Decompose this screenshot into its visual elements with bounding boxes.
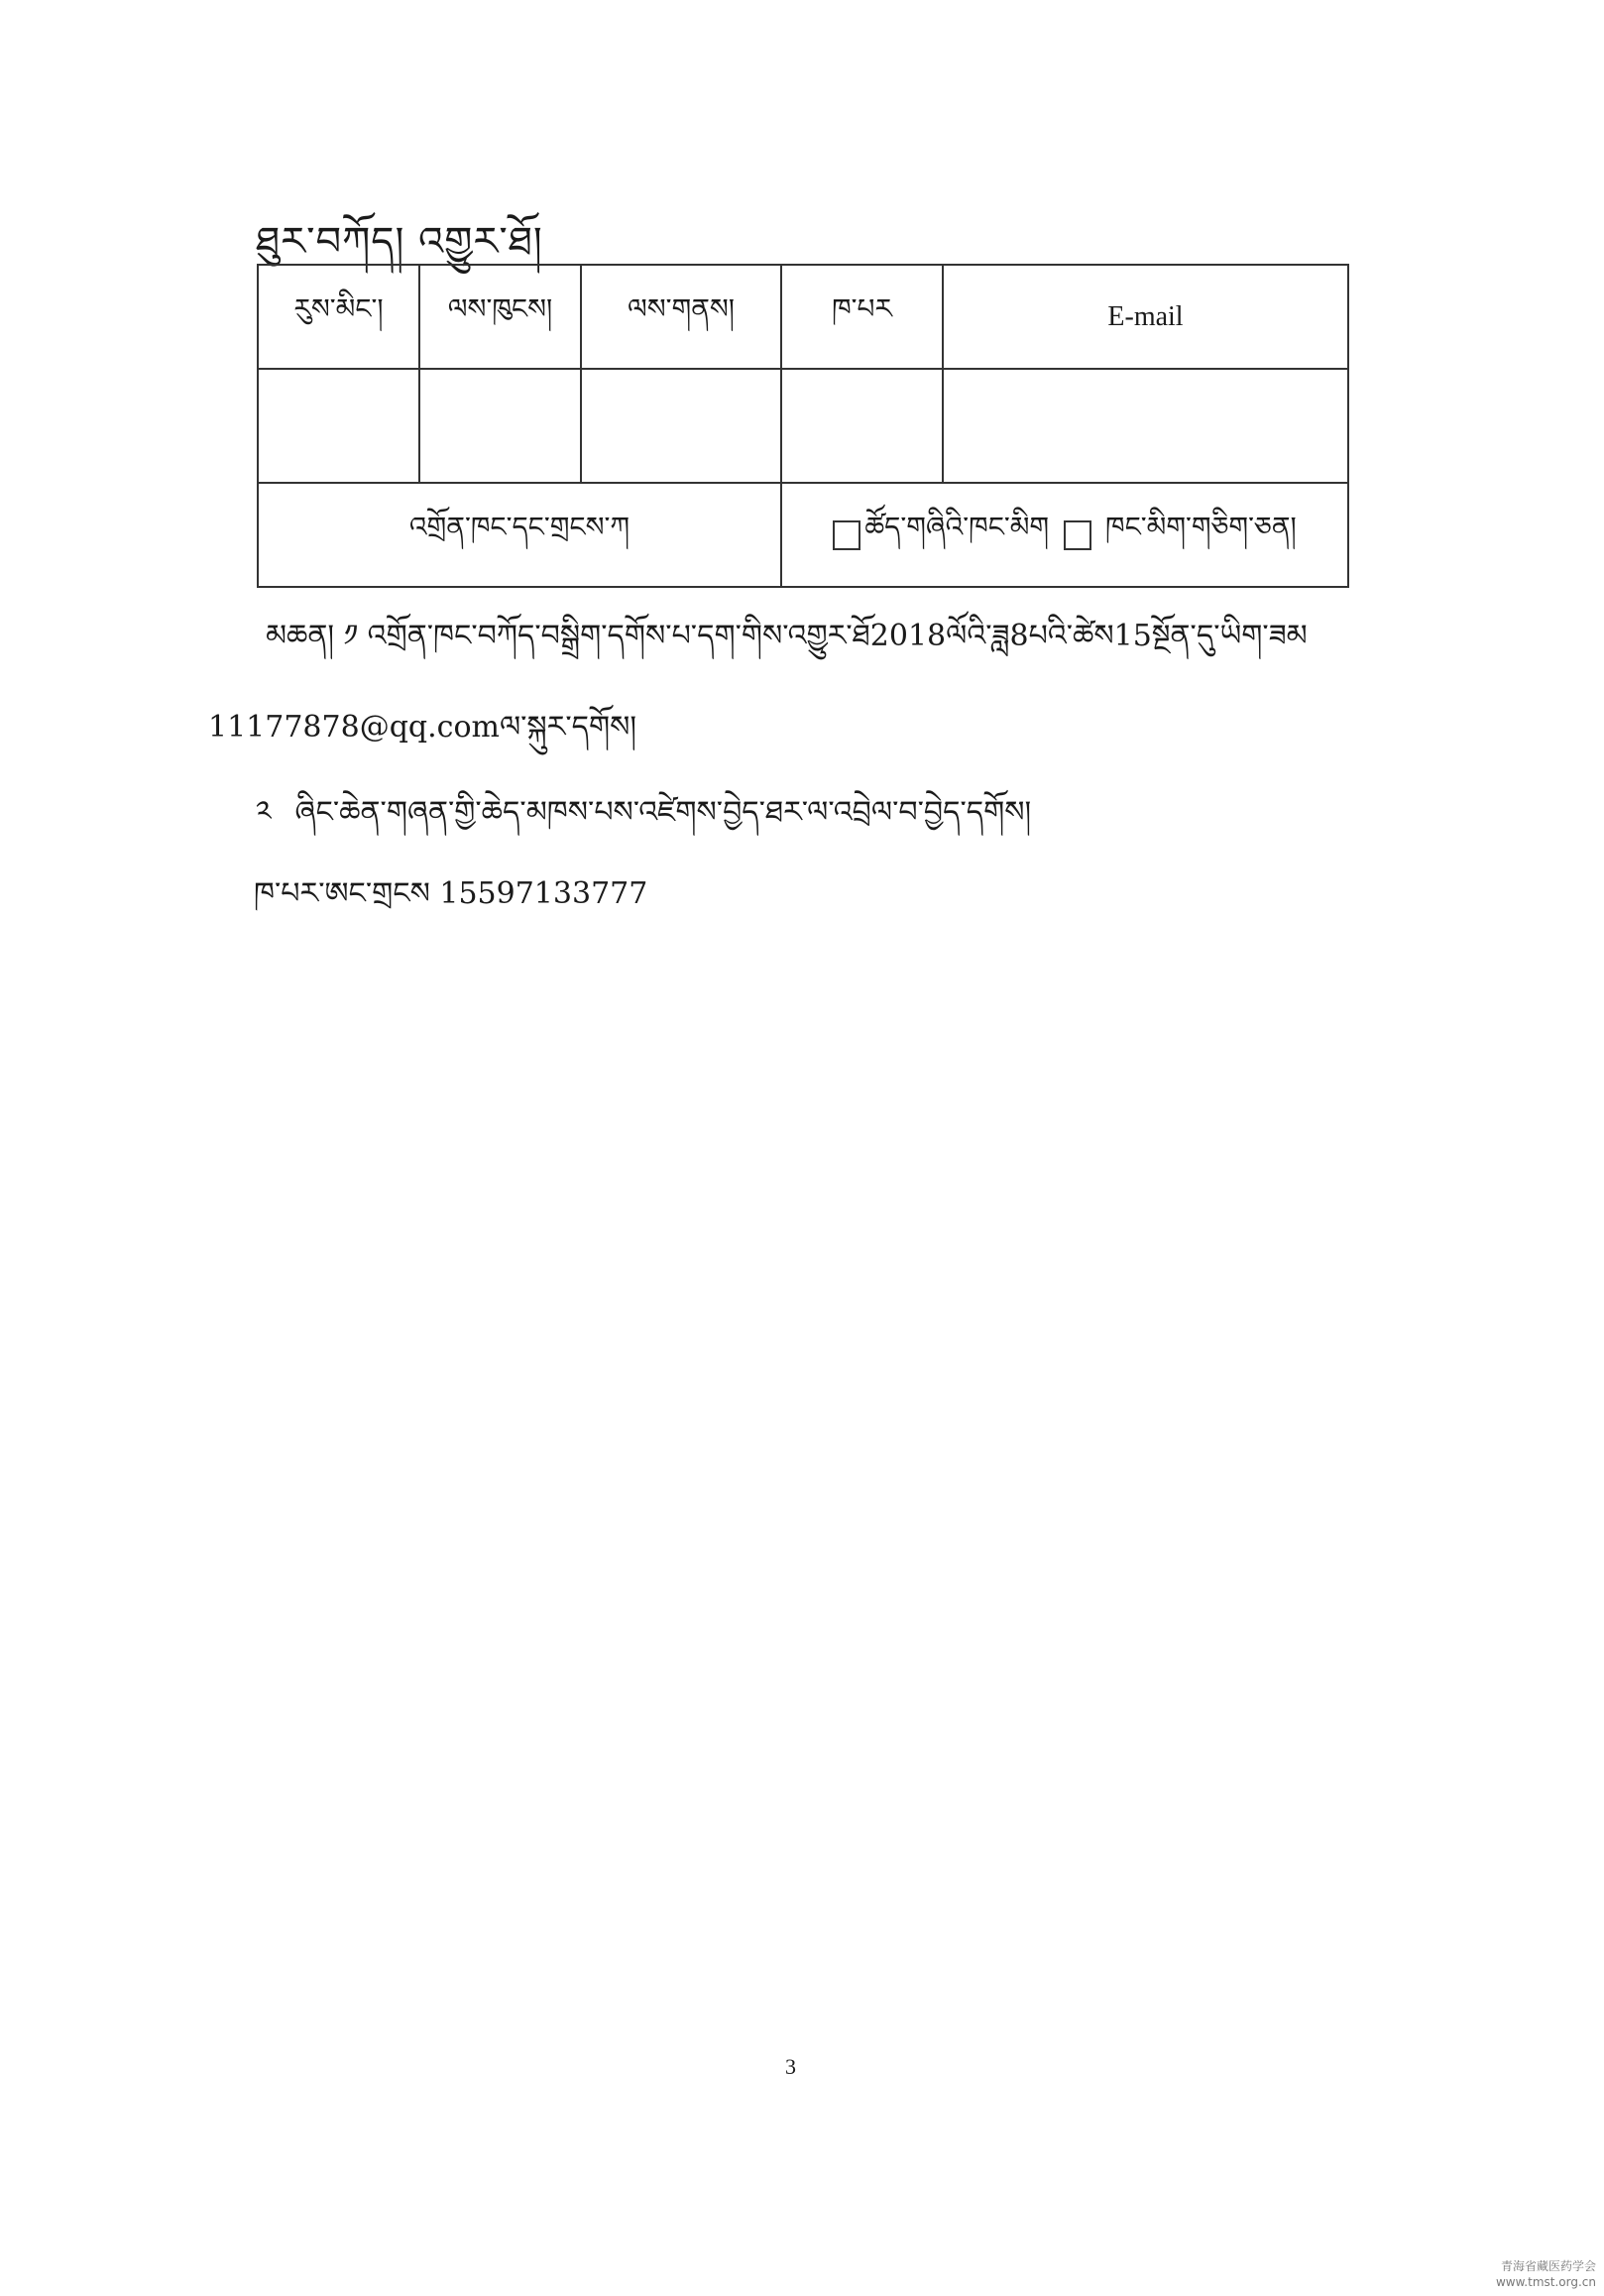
note-2 xyxy=(256,779,1031,862)
page-title: ཐུར་བཀོད། འགྱུར་ཐོ། xyxy=(256,219,543,265)
cell-position[interactable] xyxy=(581,369,781,483)
header-name: རུས་མིང་། xyxy=(258,265,419,369)
watermark-org: 青海省藏医药学会 xyxy=(1500,2259,1596,2273)
cell-phone[interactable] xyxy=(781,369,943,483)
cell-work-unit[interactable] xyxy=(419,369,581,483)
note-1-continuation: 11177878@qq.comལ་སྐུར་དགོས། xyxy=(208,710,637,745)
table-header-row xyxy=(258,265,1348,369)
option-2-checkbox[interactable] xyxy=(1064,520,1091,550)
table-row xyxy=(258,369,1348,483)
option-2-label: ཁང་མིག་གཅིག་ཅན། xyxy=(1105,511,1297,543)
page-number: 3 xyxy=(785,2054,796,2079)
header-work-unit: ལས་ཁུངས། xyxy=(419,265,581,369)
header-position: ལས་གནས། xyxy=(581,265,781,369)
room-options xyxy=(781,483,1348,587)
option-1-checkbox[interactable] xyxy=(833,520,860,550)
footer-label: འགྲོན་ཁང་དང་གྲངས་ཀ xyxy=(258,483,781,587)
note-2-text: ཞིང་ཆེན་གཞན་གྱི་ཆེད་མཁས་པས་འཛེགས་བྱེད་ཐར་ལ་འབྲེལ་བ་བྱེད་དགོས། xyxy=(294,795,1032,830)
header-phone: ཁ་པར xyxy=(781,265,943,369)
table-footer-row xyxy=(258,483,1348,587)
watermark xyxy=(1496,2258,1596,2290)
registration-table xyxy=(257,264,1349,588)
note-1: མཆན། ༡ འགྲོན་ཁང་བཀོད་བསྒྲིག་དགོས་པ་དག་གིས་འགྱུར་ཐོ2018ལོའི་ཟླ8པའི་ཚེས15སྔོན་དུ་ཡིག་ཟམ xyxy=(266,619,1308,653)
header-email: E-mail xyxy=(943,265,1348,369)
contact-phone: ཁ་པར་ཨང་གྲངས 15597133777 xyxy=(254,876,648,911)
cell-email[interactable] xyxy=(943,369,1348,483)
watermark-url: www.tmst.org.cn xyxy=(1495,2275,1596,2289)
cell-name[interactable] xyxy=(258,369,419,483)
option-1-label: ཚོད་གཞིའི་ཁང་མིག xyxy=(864,511,1050,543)
note-2-number: ༢ xyxy=(256,795,272,830)
